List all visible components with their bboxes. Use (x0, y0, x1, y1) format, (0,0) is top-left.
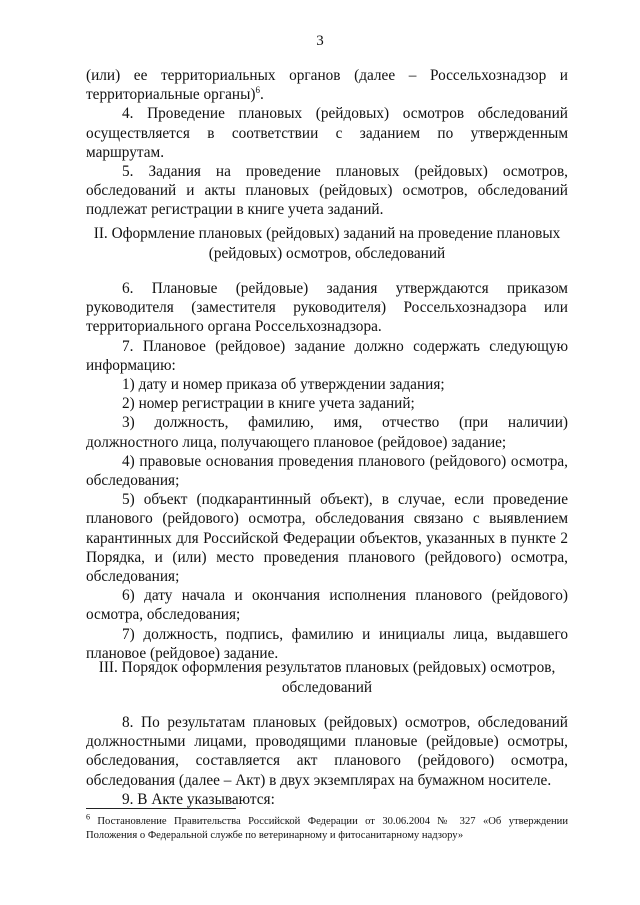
section-3-body (86, 713, 568, 809)
paragraph-5: 5. Задания на проведение плановых (рейдовых) осмотров, обследований и акты плановых (рейдовых) осмотров, обследований подлежат регистрации в книге учета заданий. (86, 163, 568, 219)
footnote-mark: 6 (86, 812, 90, 822)
top-text (86, 66, 568, 220)
list-item-2: 2) номер регистрации в книге учета заданий; (122, 395, 415, 413)
paragraph-4: 4. Проведение плановых (рейдовых) осмотров обследований осуществляется в соответствии с заданием по утвержденным маршрутам. (86, 105, 568, 161)
section-2-body (86, 279, 568, 663)
list-item-4: 4) правовые основания проведения планового (рейдового) осмотра, обследования; (86, 452, 568, 490)
paragraph-9: 9. В Акте указываются: (122, 790, 275, 808)
footnote-text: Постановление Правительства Российской Федерации от 30.06.2004 № 327 «Об утверждении Положения о Федеральной службе по ветеринарному и фитосанитарному надзору» (86, 816, 568, 841)
section-2-heading: II. Оформление плановых (рейдовых) заданий на проведение плановых (рейдовых) осмотров, обследований (93, 225, 561, 262)
footnote-reference: 6 (255, 85, 260, 96)
list-item-6: 6) дату начала и окончания исполнения планового (рейдового) осмотра, обследования; (86, 587, 568, 624)
paragraph-8: 8. По результатам плановых (рейдовых) осмотров, обследований должностными лицами, проводящими плановые (рейдовые) осмотры, обследования, составляется акт планового (рейдового) осмотра, обследования (далее – Акт) в двух экземплярах на бумажном носителе. (86, 714, 568, 789)
list-item-1: 1) дату и номер приказа об утверждении задания; (122, 376, 445, 394)
page-number: 3 (316, 33, 324, 49)
list-item-5: 5) объект (подкарантинный объект), в случае, если проведение планового (рейдового) осмотра, обследования связано с выявлением карантинных для Российской Федерации объектов, указанных в пункте 2 Порядка, и (или) место проведения планового (рейдового) осмотра, обследования; (86, 491, 568, 586)
list-item-3: 3) должность, фамилию, имя, отчество (при наличии) должностного лица, получающего плановое (рейдовое) задание; (86, 414, 568, 451)
list-item-7: 7) должность, подпись, фамилию и инициалы лица, выдавшего плановое (рейдовое) задание. (86, 625, 568, 662)
section-3-heading: III. Порядок оформления результатов плановых (рейдовых) осмотров, обследований (98, 659, 556, 696)
footnote (86, 812, 568, 843)
footnote-separator (86, 808, 236, 809)
paragraph-7: 7. Плановое (рейдовое) задание должно содержать следующую информацию: (86, 337, 568, 374)
paragraph-6: 6. Плановые (рейдовые) задания утверждаются приказом руководителя (заместителя руководителя) Россельхознадзора или территориального органа Россельхознадзора. (86, 280, 568, 336)
paragraph-continuation: (или) ее территориальных органов (далее – Россельхознадзор и территориальные органы)$^6$. (86, 67, 568, 104)
